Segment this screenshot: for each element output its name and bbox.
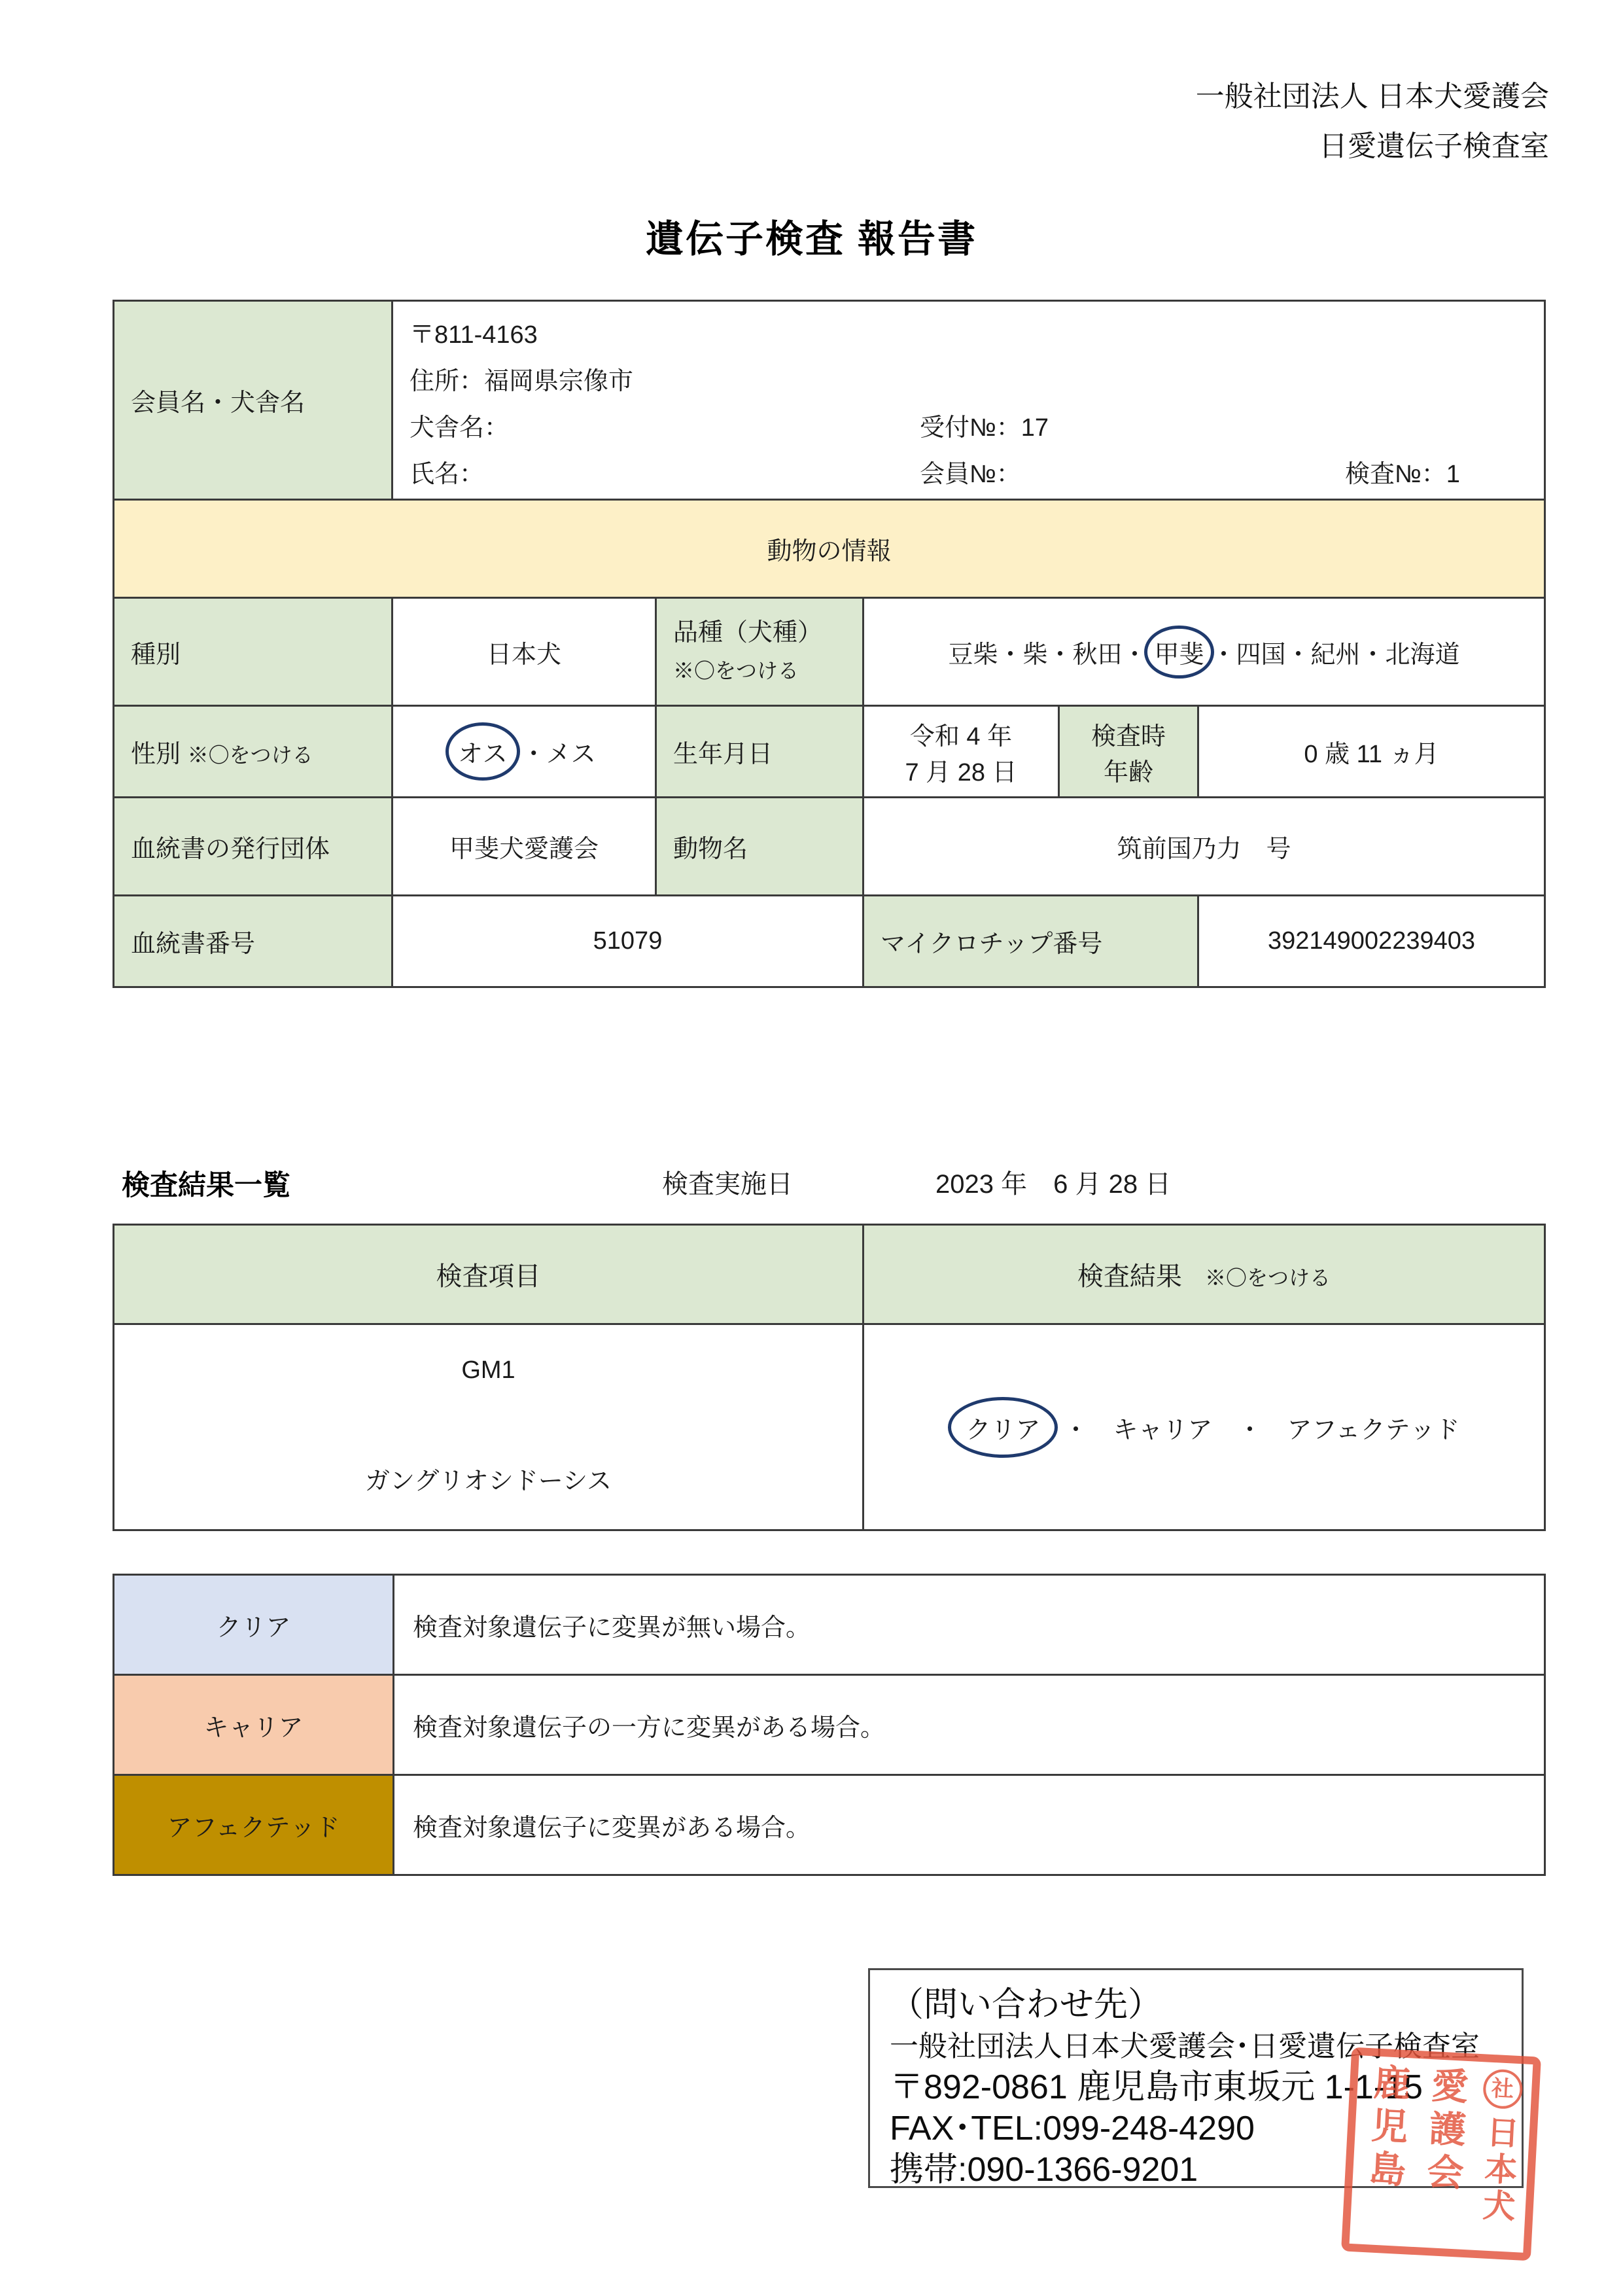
results-section-title: 検査結果一覧 — [122, 1170, 290, 1201]
sex-selected-circle: オス — [445, 722, 520, 781]
animal-name-label: 動物名 — [656, 798, 864, 896]
pedigree-org-label: 血統書の発行団体 — [114, 798, 393, 896]
member-animal-table — [113, 300, 1546, 988]
owner-name-field: 氏名： — [410, 461, 485, 488]
legend-desc-clear: 検査対象遺伝子に変異が無い場合。 — [394, 1575, 1545, 1675]
postal-code-line: 〒811-4163 — [410, 321, 538, 349]
test-result-cell — [864, 1324, 1545, 1530]
breed-options-prefix: 豆柴・柴・秋田・ — [948, 641, 1147, 669]
legend-row-affected — [114, 1775, 1545, 1875]
org-header — [1196, 72, 1549, 171]
page-title: 遺伝子検査 報告書 — [645, 218, 978, 260]
stamp-sha-circle-icon: 社 — [1482, 2068, 1523, 2110]
sex-value — [393, 706, 656, 798]
sex-circle-note: ※〇をつける — [187, 743, 313, 767]
member-info-cell — [393, 301, 1545, 500]
breed-selected-circle: 甲斐 — [1144, 626, 1213, 679]
result-options-rest: ・ キャリア ・ アフェクテッド — [1063, 1416, 1460, 1444]
legend-table — [113, 1574, 1546, 1876]
member-no: 会員№： — [920, 461, 1021, 488]
type-label: 種別 — [114, 598, 393, 706]
animal-name-value: 筑前国乃力 号 — [864, 798, 1545, 896]
pedigree-no-label: 血統書番号 — [114, 896, 393, 987]
sex-options-suffix: ・メス — [521, 741, 596, 768]
org-lab-name: 日愛遺伝子検査室 — [1319, 130, 1549, 162]
member-kennel-label: 会員名・犬舎名 — [114, 301, 393, 500]
birth-era-line: 令和 4 年 — [909, 722, 1013, 751]
pedigree-org-value: 甲斐犬愛護会 — [393, 798, 656, 896]
test-no: 検査№：1 — [1345, 461, 1460, 488]
contact-mobile: 携帯:090-1366-9201 — [890, 2151, 1198, 2189]
result-circle-note: ※〇をつける — [1205, 1266, 1331, 1290]
stamp-col-middle: 愛護会 — [1421, 2065, 1469, 2197]
sex-label-cell — [114, 706, 393, 798]
test-item-disease: ガングリオシドーシス — [365, 1468, 612, 1495]
stamp-col-right-text: 日本犬 — [1477, 2114, 1520, 2226]
legend-desc-affected: 検査対象遺伝子に変異がある場合。 — [394, 1775, 1545, 1875]
legend-row-carrier — [114, 1675, 1545, 1775]
breed-options — [864, 598, 1545, 706]
sex-label: 性別 — [131, 741, 181, 768]
legend-label-affected: アフェクテッド — [114, 1775, 394, 1875]
column-header-test-item: 検査項目 — [114, 1225, 864, 1324]
legend-label-carrier: キャリア — [114, 1675, 394, 1775]
official-seal-stamp — [1341, 2047, 1541, 2261]
age-at-test-label: 検査時 年齢 — [1059, 706, 1198, 798]
test-results-table — [113, 1224, 1546, 1531]
contact-address: 〒892-0861 鹿児島市東坂元 1-1-15 — [890, 2068, 1423, 2106]
type-value: 日本犬 — [393, 598, 656, 706]
microchip-value: 392149002239403 — [1198, 896, 1545, 987]
pedigree-no-value: 51079 — [393, 896, 864, 987]
legend-desc-carrier: 検査対象遺伝子の一方に変異がある場合。 — [394, 1675, 1545, 1775]
breed-label: 品種（犬種） — [673, 619, 823, 646]
contact-org: 一般社団法人日本犬愛護会･日愛遺伝子検査室 — [890, 2030, 1480, 2062]
stamp-col-right — [1472, 2068, 1527, 2226]
test-item-name: GM1 — [461, 1356, 515, 1384]
kennel-line — [410, 405, 1544, 451]
age-at-test-value: 0 歳 11 ヵ月 — [1198, 706, 1545, 798]
microchip-label: マイクロチップ番号 — [864, 896, 1198, 987]
test-date-label: 検査実施日 — [662, 1170, 793, 1199]
kennel-name-field: 犬舎名： — [410, 414, 510, 442]
legend-row-clear — [114, 1575, 1545, 1675]
org-name: 一般社団法人 日本犬愛護会 — [1195, 80, 1549, 113]
animal-info-banner: 動物の情報 — [114, 500, 1545, 598]
breed-options-suffix: ・四国・紀州・北海道 — [1211, 641, 1460, 669]
result-selected-circle: クリア — [948, 1397, 1058, 1458]
column-header-test-result: 検査結果 ※〇をつける — [864, 1225, 1545, 1324]
contact-fax-tel: FAX･TEL:099-248-4290 — [890, 2110, 1255, 2147]
reception-no: 受付№：17 — [920, 414, 1049, 442]
birth-date-value — [864, 706, 1059, 798]
owner-name-line — [410, 451, 1544, 498]
birth-date-label: 生年月日 — [656, 706, 864, 798]
results-heading-row — [0, 1163, 1623, 1203]
legend-label-clear: クリア — [114, 1575, 394, 1675]
address-line: 住所：福岡県宗像市 — [410, 368, 634, 395]
test-date-value: 2023 年 6 月 28 日 — [935, 1170, 1172, 1199]
stamp-col-left: 鹿児島 — [1363, 2062, 1412, 2195]
breed-label-cell — [656, 598, 864, 706]
contact-heading: （問い合わせ先） — [890, 1986, 1162, 2024]
breed-circle-note: ※〇をつける — [673, 659, 799, 682]
test-item-cell — [114, 1324, 864, 1530]
birth-day-line: 7 月 28 日 — [905, 758, 1017, 786]
